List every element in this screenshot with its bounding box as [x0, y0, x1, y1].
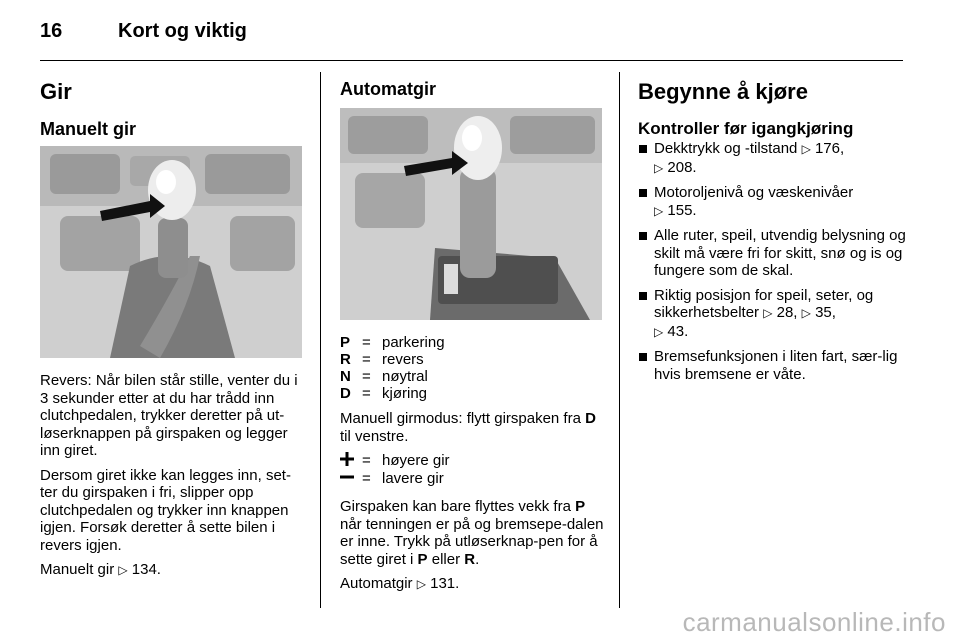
bullet-icon	[639, 145, 647, 153]
subheading-kontroller: Kontroller før igangkjøring	[638, 119, 854, 138]
list-item	[638, 287, 906, 342]
text-span: når tenningen er på og bremsepe-dalen er inne. Trykk på utløserknap-pen for å sette giret i	[340, 515, 604, 568]
reverse-instructions: Revers: Når bilen står stille, venter du i 3 sekunder etter at du har trådd inn clutchpedalen, trykker deretter på ut-løserknappen på girspaken og legger inn giret.	[40, 372, 298, 459]
gear-key: P	[417, 550, 428, 568]
legend-label: revers	[382, 351, 424, 368]
item-ref: 176,	[814, 140, 845, 157]
watermark: carmanualsonline.info	[682, 607, 946, 637]
legend-key: N	[340, 368, 351, 385]
legend-row-shift-up	[340, 452, 604, 470]
subheading-automatgir: Automatgir	[340, 79, 436, 99]
gear-key: P	[575, 498, 586, 515]
bullet-icon	[639, 232, 647, 240]
manual-gear-lever-photo	[40, 146, 302, 358]
manual-mode-text	[340, 410, 604, 445]
column-start-driving	[638, 72, 906, 390]
legend-label: høyere gir	[382, 452, 450, 469]
manual-gear-xref	[40, 561, 305, 580]
page-number: 16	[40, 20, 63, 42]
text-span: eller	[431, 550, 461, 568]
legend-eq: =	[362, 351, 371, 368]
legend-row-shift-down	[340, 470, 604, 488]
column-divider	[619, 72, 620, 608]
list-item	[638, 348, 906, 383]
legend-row-n	[340, 368, 604, 385]
legend-eq: =	[362, 452, 371, 469]
automatic-gear-lever-photo	[340, 108, 602, 320]
text-span: .	[475, 550, 480, 568]
gear-key: R	[464, 550, 476, 568]
column-manual-gear	[40, 72, 305, 587]
legend-key: R	[340, 351, 351, 368]
xref-label: Manuelt gir	[40, 561, 115, 578]
xref-page: 134.	[131, 561, 161, 578]
legend-key: D	[340, 385, 351, 402]
reverse-retry-instructions: Dersom giret ikke kan legges inn, set-ter du girspaken i fri, slipper opp clutchpedalen og trykker inn knappen igjen. Forsøk deretter å sette bilen i revers igjen.	[40, 466, 291, 554]
legend-label: parkering	[382, 334, 445, 351]
arrow-ref-icon: ▷	[118, 563, 128, 577]
gear-position-legend	[340, 334, 604, 402]
item-text: Motoroljenivå og væskenivåer	[654, 184, 854, 201]
text-span: til venstre.	[340, 427, 409, 445]
item-ref: 28,	[776, 304, 798, 321]
arrow-ref-icon: ▷	[654, 160, 664, 175]
item-text: Alle ruter, speil, utvendig belysning og skilt må være fri for skitt, snø og is og fungere som de skal.	[654, 227, 906, 279]
text-span: Manuell girmodus: flytt girspaken fra	[340, 410, 581, 427]
item-ref: 43.	[667, 322, 689, 340]
item-ref: 208.	[667, 158, 697, 176]
release-instructions	[340, 498, 604, 568]
bullet-icon	[639, 353, 647, 361]
arrow-ref-icon: ▷	[801, 306, 811, 320]
list-item	[638, 227, 906, 280]
text-span: Girspaken kan bare flyttes vekk fra	[340, 498, 571, 515]
legend-row-d	[340, 385, 604, 402]
minus-icon	[340, 470, 362, 488]
legend-eq: =	[362, 385, 371, 402]
section-heading-gir: Gir	[40, 79, 72, 104]
header-rule	[40, 60, 903, 61]
arrow-ref-icon: ▷	[763, 306, 773, 320]
xref-label: Automatgir	[340, 575, 413, 592]
item-text: Bremsefunksjonen i liten fart, sær-lig hvis bremsene er våte.	[654, 348, 898, 383]
item-text: Dekktrykk og -tilstand	[654, 140, 798, 157]
arrow-ref-icon: ▷	[654, 324, 664, 339]
item-ref: 155.	[667, 201, 697, 219]
legend-key: P	[340, 334, 351, 351]
section-title: Kort og viktig	[118, 20, 247, 42]
column-automatic-gear	[340, 72, 604, 601]
item-ref: 35,	[815, 304, 836, 321]
page-header	[40, 20, 247, 43]
plus-icon	[340, 452, 362, 470]
checklist	[638, 140, 906, 383]
bullet-icon	[639, 292, 647, 300]
section-heading-begynne: Begynne å kjøre	[638, 79, 808, 104]
legend-label: nøytral	[382, 368, 428, 385]
legend-eq: =	[362, 470, 371, 487]
arrow-ref-icon: ▷	[801, 142, 811, 156]
legend-row-p	[340, 334, 604, 351]
arrow-ref-icon: ▷	[416, 577, 426, 591]
arrow-ref-icon: ▷	[654, 203, 664, 218]
list-item	[638, 140, 906, 177]
legend-row-r	[340, 351, 604, 368]
list-item	[638, 184, 906, 220]
bullet-icon	[639, 189, 647, 197]
legend-eq: =	[362, 334, 371, 351]
gear-key: D	[585, 410, 596, 427]
automatic-gear-xref	[340, 575, 604, 594]
shift-legend	[340, 452, 604, 488]
subheading-manuelt-gir: Manuelt gir	[40, 119, 137, 139]
item-text: Riktig posisjon for speil, seter, og sikkerhetsbelter	[654, 286, 874, 321]
column-divider	[320, 72, 321, 608]
xref-page: 131.	[430, 575, 460, 592]
legend-label: kjøring	[382, 385, 428, 402]
legend-eq: =	[362, 368, 371, 385]
legend-label: lavere gir	[382, 470, 444, 487]
